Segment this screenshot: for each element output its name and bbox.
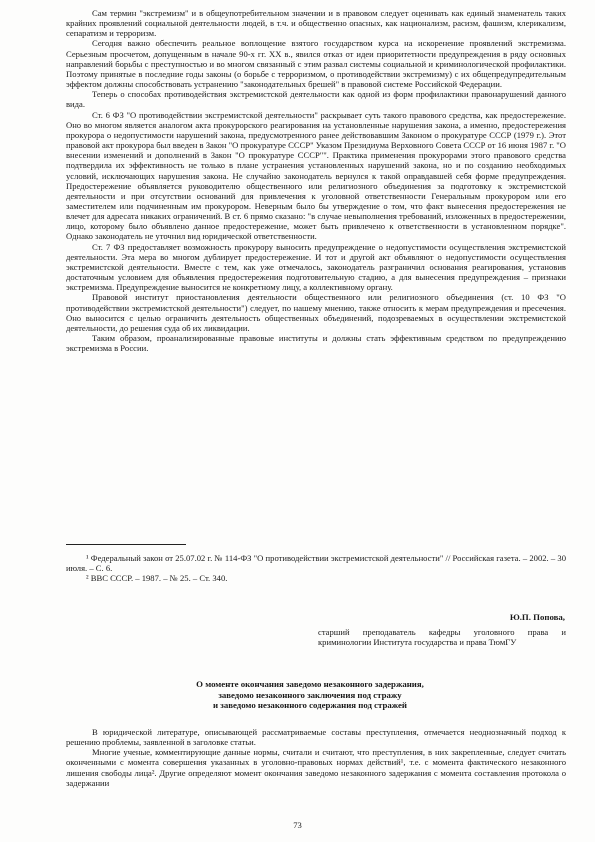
page-number: 73	[293, 820, 302, 830]
footnote: ² ВВС СССР. – 1987. – № 25. – Ст. 340.	[86, 573, 228, 584]
footnote: ¹ Федеральный закон от 25.07.02 г. № 114-ФЗ "О противодействии экстремистской деятельности" // Российская газета. – 2002. – 30 июля. – С. 6.	[66, 553, 566, 574]
paragraph: Ст. 7 ФЗ предоставляет возможность прокурору выносить предупреждение о недопустимости осуществления экстремистской деятельности. Эта мера во многом дублирует предостережение. И тот и другой акт объявляют о недопустимости осуществления экстремистской деятельности. Вместе с тем, как уже отмечалось, законодатель разграничил основания реагирования, установив достаточным условием для объявления предостережения подготовительную стадию, а для вынесения предупреждения – признаки экстремизма. Предупреждение выносится не конкретному лицу, а коллективному органу.	[66, 241, 566, 293]
article-title-line: О моменте окончания заведомо незаконного задержания,	[196, 679, 424, 689]
paragraph: Правовой институт приостановления деятельности общественного или религиозного объединения (ст. 10 ФЗ "О противодействии экстремистской деятельности") следует, по нашему мнению, также относить к мерам предупреждения и пресечения. Оно выносится с целью ограничить деятельность общественных объединений, подозреваемых в осуществлении экстремистской деятельности, до решения суда об их ликвидации.	[66, 292, 566, 333]
paragraph: Сам термин "экстремизм" и в общеупотребительном значении и в правовом следует оценивать как единый знаменатель таких крайних проявлений социальной деятельности людей, в т.ч. и общественно опасных, как национализм, расизм, фашизм, клерикализм, сепаратизм и терроризм.	[66, 8, 566, 39]
paragraph: Таким образом, проанализированные правовые институты и должны стать эффективным средством по предупреждению экстремизма в России.	[66, 333, 566, 354]
article-title-line: и заведомо незаконного содержания под стражей	[213, 700, 407, 711]
author-name: Ю.П. Попова,	[509, 612, 565, 622]
article-title	[100, 679, 520, 711]
paragraph: Многие ученые, комментирующие данные нормы, считали и считают, что преступления, в них закрепленные, следует считать оконченными с момента совершения указанных в уголовно-правовых нормах действий¹, т.е. с момента фактического незаконного лишения свободы лица². Другие определяют момент окончания заведомо незаконного задержания с момента составления протокола о задержании	[66, 747, 566, 788]
paragraph: Ст. 6 ФЗ "О противодействии экстремистской деятельности" раскрывает суть такого правового средства, как предостережение. Оно во многом является аналогом акта прокурорского реагирования на установленные нарушения закона, а именно, предостережения прокурора о недопустимости нарушений закона, предусмотренного ранее действовавшим Законом о прокуратуре СССР (1979 г.). Этот правовой акт прокурора был введен в Закон "О прокуратуре СССР" Указом Президиума Верховного Совета СССР от 16 июня 1987 г. "О внесении изменений и дополнений в Закон "О прокуратуре СССР"". Практика применения прокурорами этого правового средства подтвердила их эффективность не только в плане устранения установленных нарушений закона, но и по созданию необходимых условий, исключающих нарушения закона. Не случайно законодатель вернулся к такой оправдавшей себя форме предупреждения. Предостережение объявляется руководителю общественного или религиозного объединения за подготовку к экстремистской деятельности и при отсутствии оснований для привлечения к уголовной ответственности Генеральным прокурором или его заместителем или подчиненным им прокурором. Неверным было бы утверждение о том, что факт вынесения предостережения не влечет для адресата никаких ограничений. В ст. 6 прямо сказано: "в случае невыполнения требований, изложенных в предостережении, лицо, которому было объявлено данное предостережение, может быть привлечено к ответственности в установленном порядке". Однако законодатель не уточнил вид юридической ответственности.	[66, 109, 566, 242]
author-title: старший преподаватель кафедры уголовного права и криминологии Института государства и права ТюмГУ	[318, 627, 566, 648]
paragraph: Сегодня важно обеспечить реальное воплощение взятого государством курса на искоренение проявлений экстремизма. Серьезным просчетом, допущенным в начале 90-х гг. XX в., явился отказ от идеи приоритетности предупреждения в ряду основных направлений борьбы с преступностью и во многом связанный с этим развал системы социальной и криминологической профилактики. Поэтому принятые в последние годы законы (о борьбе с терроризмом, о противодействии экстремизму) с их общепредупредительным эффектом должны способствовать устранению "законодательных брешей" в правовой системе Российской Федерации.	[66, 38, 566, 90]
article-title-line: заведомо незаконного заключения под стражу	[218, 689, 402, 700]
main-text	[66, 8, 566, 353]
footnote-divider	[66, 544, 186, 545]
article-text	[66, 727, 566, 788]
footnotes	[66, 553, 566, 583]
paragraph: В юридической литературе, описывающей рассматриваемые составы преступления, отмечается неоднозначный подход к решению проблемы, заявленной в заголовке статьи.	[66, 727, 566, 748]
paragraph: Теперь о способах противодействия экстремистской деятельности как одной из форм профилактики правонарушений данного вида.	[66, 89, 566, 110]
